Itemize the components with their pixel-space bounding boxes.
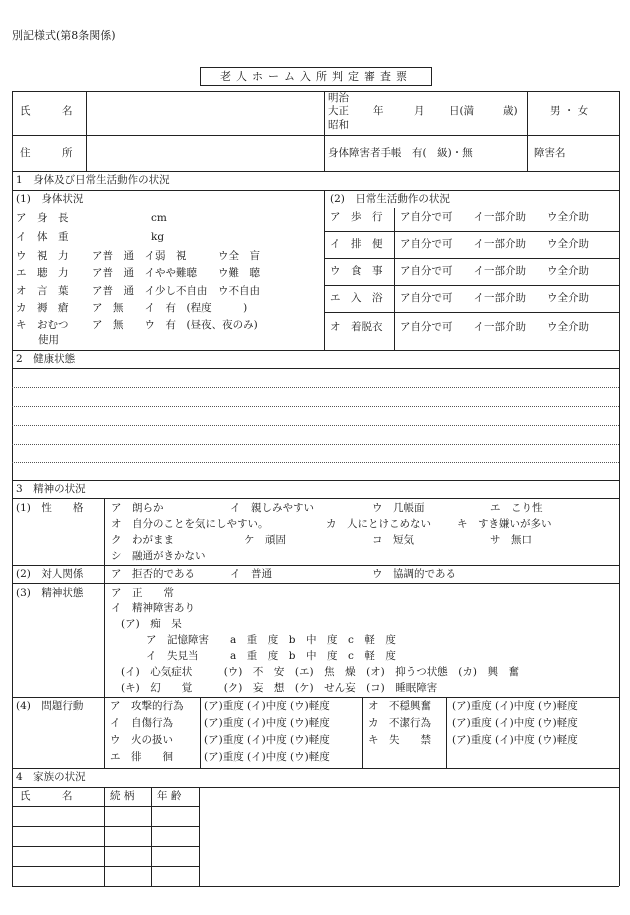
- era-showa: 昭和: [328, 119, 349, 131]
- form-title: 老人ホーム入所判定審査票: [200, 67, 432, 86]
- mental-line[interactable]: ア 正 常: [111, 587, 174, 599]
- behavior-scale[interactable]: (ア)重度 (イ)中度 (ウ)軽度: [204, 734, 330, 746]
- body-row-options[interactable]: ア普 通 イやや難聴 ウ難 聴: [92, 267, 260, 279]
- body-row-options[interactable]: ア普 通 イ少し不自由 ウ不自由: [92, 285, 260, 297]
- mental-line[interactable]: (キ) 幻 覚 (ク) 妄 想 (ケ) せん妄 (コ) 睡眠障害: [121, 682, 438, 694]
- personality-option[interactable]: オ 自分のことを気にしやすい。: [111, 518, 269, 530]
- adl-row-options[interactable]: ア自分で可 イ一部介助 ウ全介助: [400, 238, 589, 250]
- day-label: 日(満: [449, 105, 475, 117]
- age-label: 歳): [503, 105, 518, 117]
- body-row-options[interactable]: ア普 通 イ弱 視 ウ全 盲: [92, 250, 260, 262]
- behavior-label: (4) 問題行動: [16, 700, 84, 712]
- mental-line[interactable]: (ア) 痴 呆: [121, 618, 182, 630]
- body-row-options[interactable]: kg: [151, 231, 165, 243]
- relations-option[interactable]: ア 拒否的である: [111, 568, 195, 580]
- adl-row-label: ア 歩 行: [330, 211, 383, 223]
- body-row-label: キ おむつ: [16, 319, 69, 331]
- behavior-item: キ 失 禁: [368, 734, 431, 746]
- family-table-body[interactable]: [13, 807, 199, 885]
- personality-option[interactable]: ウ 几帳面: [372, 502, 425, 514]
- personality-option[interactable]: イ 親しみやすい: [230, 502, 314, 514]
- adl-row-label: イ 排 便: [330, 238, 383, 250]
- era-meiji: 明治: [328, 92, 349, 104]
- family-col-age: 年 齢: [157, 790, 182, 802]
- behavior-scale[interactable]: (ア)重度 (イ)中度 (ウ)軽度: [452, 700, 578, 712]
- relations-label: (2) 対人関係: [16, 568, 84, 580]
- sex-options[interactable]: 男 ・ 女: [550, 105, 589, 117]
- behavior-item: エ 徘 徊: [110, 751, 173, 763]
- body-status-title: (1) 身体状況: [16, 193, 84, 205]
- adl-title: (2) 日常生活動作の状況: [330, 193, 450, 205]
- address-label: 住 所: [20, 147, 73, 159]
- section3-title: 3 精神の状況: [16, 483, 86, 495]
- body-row-options[interactable]: ア 無 イ 有 (程度 ): [92, 302, 248, 314]
- personality-option[interactable]: ク わがまま: [111, 534, 174, 546]
- body-row-label: イ 体 重: [16, 231, 69, 243]
- personality-option[interactable]: サ 無口: [490, 534, 532, 546]
- section1-title: 1 身体及び日常生活動作の状況: [16, 174, 170, 186]
- personality-option[interactable]: ア 朗らか: [111, 502, 164, 514]
- behavior-item: カ 不潔行為: [368, 717, 431, 729]
- personality-option[interactable]: キ すき嫌いが多い: [457, 518, 552, 530]
- body-row-label: ア 身 長: [16, 212, 69, 224]
- body-row-label: ウ 視 力: [16, 250, 69, 262]
- mental-line[interactable]: イ 精神障害あり: [111, 602, 195, 614]
- family-col-name: 氏 名: [20, 790, 73, 802]
- behavior-item: ア 攻撃的行為: [110, 700, 184, 712]
- relations-option[interactable]: ウ 協調的である: [372, 568, 456, 580]
- body-row-label: カ 褥 瘡: [16, 302, 69, 314]
- body-row-label: オ 言 葉: [16, 285, 69, 297]
- personality-option[interactable]: シ 融通がきかない: [111, 550, 206, 562]
- personality-option[interactable]: ケ 頑固: [244, 534, 286, 546]
- form-label: 別記様式(第8条関係): [12, 29, 116, 42]
- adl-row-label: オ 着脱衣: [330, 321, 383, 333]
- personality-label: (1) 性 格: [16, 502, 84, 514]
- diaper-use-label: 使用: [38, 334, 59, 346]
- behavior-item: オ 不穏興奮: [368, 700, 431, 712]
- mental-line[interactable]: (イ) 心気症状 (ウ) 不 安 (エ) 焦 燥 (オ) 抑うつ状態 (カ) 興 奮: [121, 666, 519, 678]
- disability-name-label: 障害名: [534, 147, 566, 159]
- body-row-options[interactable]: cm: [151, 212, 167, 224]
- adl-row-label: ウ 食 事: [330, 265, 383, 277]
- mental-line[interactable]: イ 失見当 a 重 度 b 中 度 c 軽 度: [146, 650, 396, 662]
- family-col-relation: 続 柄: [110, 790, 135, 802]
- section4-title: 4 家族の状況: [16, 771, 86, 783]
- personality-option[interactable]: カ 人にとけこめない: [326, 518, 431, 530]
- adl-row-options[interactable]: ア自分で可 イ一部介助 ウ全介助: [400, 211, 589, 223]
- name-label: 氏 名: [20, 105, 73, 117]
- disability-handbook[interactable]: 身体障害者手帳 有( 級)・無: [328, 147, 473, 159]
- section2-title: 2 健康状態: [16, 353, 76, 365]
- personality-option[interactable]: コ 短気: [372, 534, 414, 546]
- behavior-item: ウ 火の扱い: [110, 734, 173, 746]
- adl-row-label: エ 入 浴: [330, 292, 383, 304]
- relations-option[interactable]: イ 普通: [230, 568, 272, 580]
- behavior-scale[interactable]: (ア)重度 (イ)中度 (ウ)軽度: [204, 717, 330, 729]
- mental-label: (3) 精神状態: [16, 587, 84, 599]
- year-label: 年: [373, 105, 384, 117]
- mental-line[interactable]: ア 記憶障害 a 重 度 b 中 度 c 軽 度: [146, 634, 396, 646]
- health-status-area[interactable]: [13, 369, 618, 479]
- era-taisho: 大正: [328, 105, 349, 117]
- body-row-options[interactable]: ア 無 ウ 有 (昼夜、夜のみ): [92, 319, 258, 331]
- adl-row-options[interactable]: ア自分で可 イ一部介助 ウ全介助: [400, 321, 589, 333]
- behavior-scale[interactable]: (ア)重度 (イ)中度 (ウ)軽度: [204, 751, 330, 763]
- month-label: 月: [414, 105, 425, 117]
- personality-option[interactable]: エ こり性: [490, 502, 543, 514]
- behavior-scale[interactable]: (ア)重度 (イ)中度 (ウ)軽度: [452, 717, 578, 729]
- adl-row-options[interactable]: ア自分で可 イ一部介助 ウ全介助: [400, 265, 589, 277]
- behavior-scale[interactable]: (ア)重度 (イ)中度 (ウ)軽度: [452, 734, 578, 746]
- body-row-label: エ 聴 力: [16, 267, 69, 279]
- behavior-item: イ 自傷行為: [110, 717, 173, 729]
- behavior-scale[interactable]: (ア)重度 (イ)中度 (ウ)軽度: [204, 700, 330, 712]
- adl-row-options[interactable]: ア自分で可 イ一部介助 ウ全介助: [400, 292, 589, 304]
